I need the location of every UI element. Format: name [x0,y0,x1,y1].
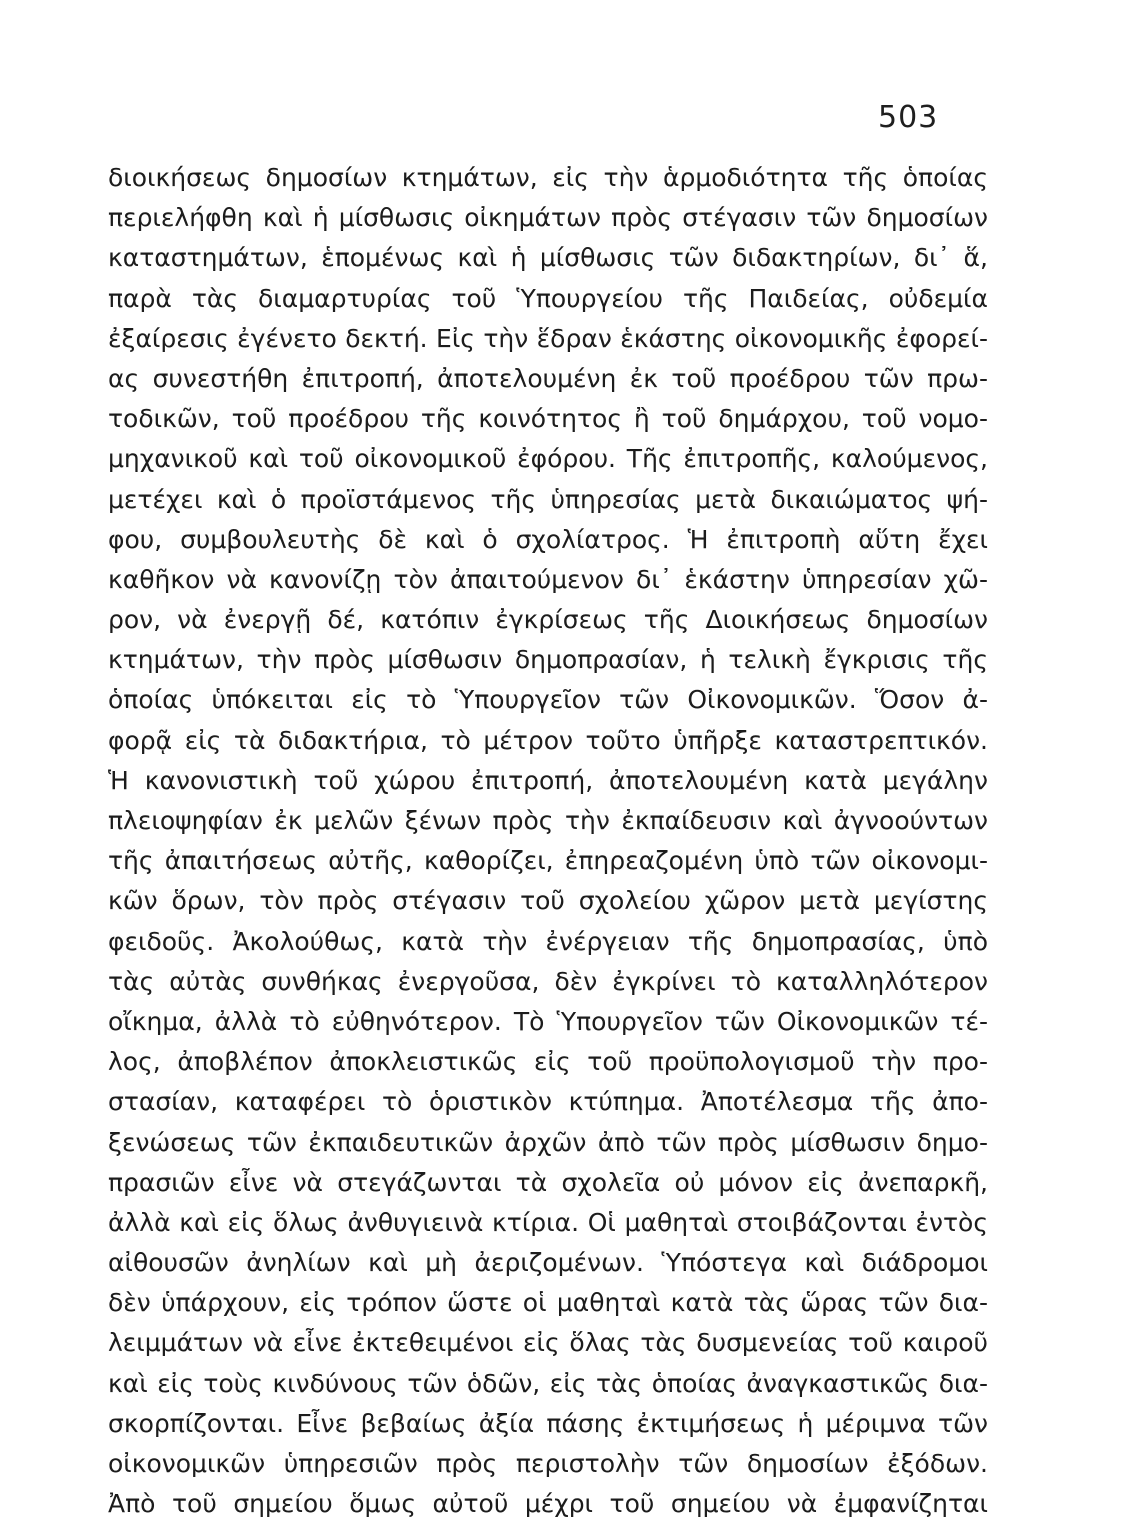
text-line: Ἡ κανονιστικὴ τοῦ χώρου ἐπιτροπή, ἀποτελουμένη κατὰ μεγάλην [108,765,988,795]
text-line: τῆς ἀπαιτήσεως αὐτῆς, καθορίζει, ἐπηρεαζομένη ὑπὸ τῶν οἰκονομι- [108,846,988,876]
text-line: παρὰ τὰς διαμαρτυρίας τοῦ Ὑπουργείου τῆς Παιδείας, οὐδεμία [108,283,988,313]
text-line: σκορπίζονται. Εἶνε βεβαίως ἀξία πάσης ἐκτιμήσεως ἡ μέριμνα τῶν [108,1408,988,1438]
text-line: καθῆκον νὰ κανονίζῃ τὸν ἀπαιτούμενον δι᾽ ἑκάστην ὑπηρεσίαν χῶ- [108,564,988,594]
text-line: τὰς αὐτὰς συνθήκας ἐνεργοῦσα, δὲν ἐγκρίνει τὸ καταλληλότερον [108,966,988,996]
text-line: μηχανικοῦ καὶ τοῦ οἰκονομικοῦ ἐφόρου. Τῆς ἐπιτροπῆς, καλούμενος, [108,444,988,474]
body-text [108,158,988,1524]
page-number: 503 [878,100,939,135]
text-line: μετέχει καὶ ὁ προϊστάμενος τῆς ὑπηρεσίας μετὰ δικαιώματος ψή- [108,484,988,514]
text-line: ἀλλὰ καὶ εἰς ὅλως ἀνθυγιεινὰ κτίρια. Οἱ μαθηταὶ στοιβάζονται ἐντὸς [108,1207,988,1237]
text-line: λειμμάτων νὰ εἶνε ἐκτεθειμένοι εἰς ὅλας τὰς δυσμενείας τοῦ καιροῦ [108,1328,988,1358]
text-line: ρον, νὰ ἐνεργῇ δέ, κατόπιν ἐγκρίσεως τῆς Διοικήσεως δημοσίων [108,605,988,635]
text-line: λος, ἀποβλέπον ἀποκλειστικῶς εἰς τοῦ προϋπολογισμοῦ τὴν προ- [108,1047,988,1077]
text-line: οἰκονομικῶν ὑπηρεσιῶν πρὸς περιστολὴν τῶν δημοσίων ἐξόδων. [108,1449,988,1478]
text-line: στασίαν, καταφέρει τὸ ὁριστικὸν κτύπημα. Ἀποτέλεσμα τῆς ἀπο- [108,1087,988,1117]
text-line: καταστημάτων, ἑπομένως καὶ ἡ μίσθωσις τῶν διδακτηρίων, δι᾽ ἅ, [108,243,988,273]
text-line: φου, συμβουλευτὴς δὲ καὶ ὁ σχολίατρος. Ἡ ἐπιτροπὴ αὕτη ἔχει [108,524,988,554]
text-line: Ἀπὸ τοῦ σημείου ὅμως αὐτοῦ μέχρι τοῦ σημείου νὰ ἐμφανίζηται [108,1489,988,1519]
text-line: ας συνεστήθη ἐπιτροπή, ἀποτελουμένη ἐκ τοῦ προέδρου τῶν πρω- [108,363,988,393]
text-line: φορᾷ εἰς τὰ διδακτήρια, τὸ μέτρον τοῦτο ὑπῆρξε καταστρεπτικόν. [108,725,988,755]
text-line: ἐξαίρεσις ἐγένετο δεκτή. Εἰς τὴν ἕδραν ἑκάστης οἰκονομικῆς ἐφορεί- [108,323,988,353]
text-line: διοικήσεως δημοσίων κτημάτων, εἰς τὴν ἁρμοδιότητα τῆς ὁποίας [108,163,988,192]
text-line: κῶν ὅρων, τὸν πρὸς στέγασιν τοῦ σχολείου χῶρον μετὰ μεγίστης [108,886,988,916]
text-line: οἴκημα, ἀλλὰ τὸ εὐθηνότερον. Τὸ Ὑπουργεῖον τῶν Οἰκονομικῶν τέ- [108,1006,988,1036]
text-line: καὶ εἰς τοὺς κινδύνους τῶν ὁδῶν, εἰς τὰς ὁποίας ἀναγκαστικῶς δια- [108,1368,988,1398]
text-line: φειδοῦς. Ἀκολούθως, κατὰ τὴν ἐνέργειαν τῆς δημοπρασίας, ὑπὸ [108,926,988,956]
text-line: πλειοψηφίαν ἐκ μελῶν ξένων πρὸς τὴν ἐκπαίδευσιν καὶ ἀγνοούντων [108,806,988,835]
text-line: ὁποίας ὑπόκειται εἰς τὸ Ὑπουργεῖον τῶν Οἰκονομικῶν. Ὅσον ἀ- [108,685,988,715]
text-line: κτημάτων, τὴν πρὸς μίσθωσιν δημοπρασίαν, ἡ τελικὴ ἔγκρισις τῆς [108,645,988,675]
text-line: τοδικῶν, τοῦ προέδρου τῆς κοινότητος ἢ τοῦ δημάρχου, τοῦ νομο- [108,404,988,434]
text-line: πρασιῶν εἶνε νὰ στεγάζωνται τὰ σχολεῖα οὐ μόνον εἰς ἀνεπαρκῆ, [108,1167,988,1197]
text-line: αἰθουσῶν ἀνηλίων καὶ μὴ ἀεριζομένων. Ὑπόστεγα καὶ διάδρομοι [108,1248,988,1278]
text-line: περιελήφθη καὶ ἡ μίσθωσις οἰκημάτων πρὸς στέγασιν τῶν δημοσίων [108,203,988,233]
text-line: ξενώσεως τῶν ἐκπαιδευτικῶν ἀρχῶν ἀπὸ τῶν πρὸς μίσθωσιν δημο- [108,1127,988,1157]
text-line: δὲν ὑπάρχουν, εἰς τρόπον ὥστε οἱ μαθηταὶ κατὰ τὰς ὥρας τῶν δια- [108,1288,988,1318]
